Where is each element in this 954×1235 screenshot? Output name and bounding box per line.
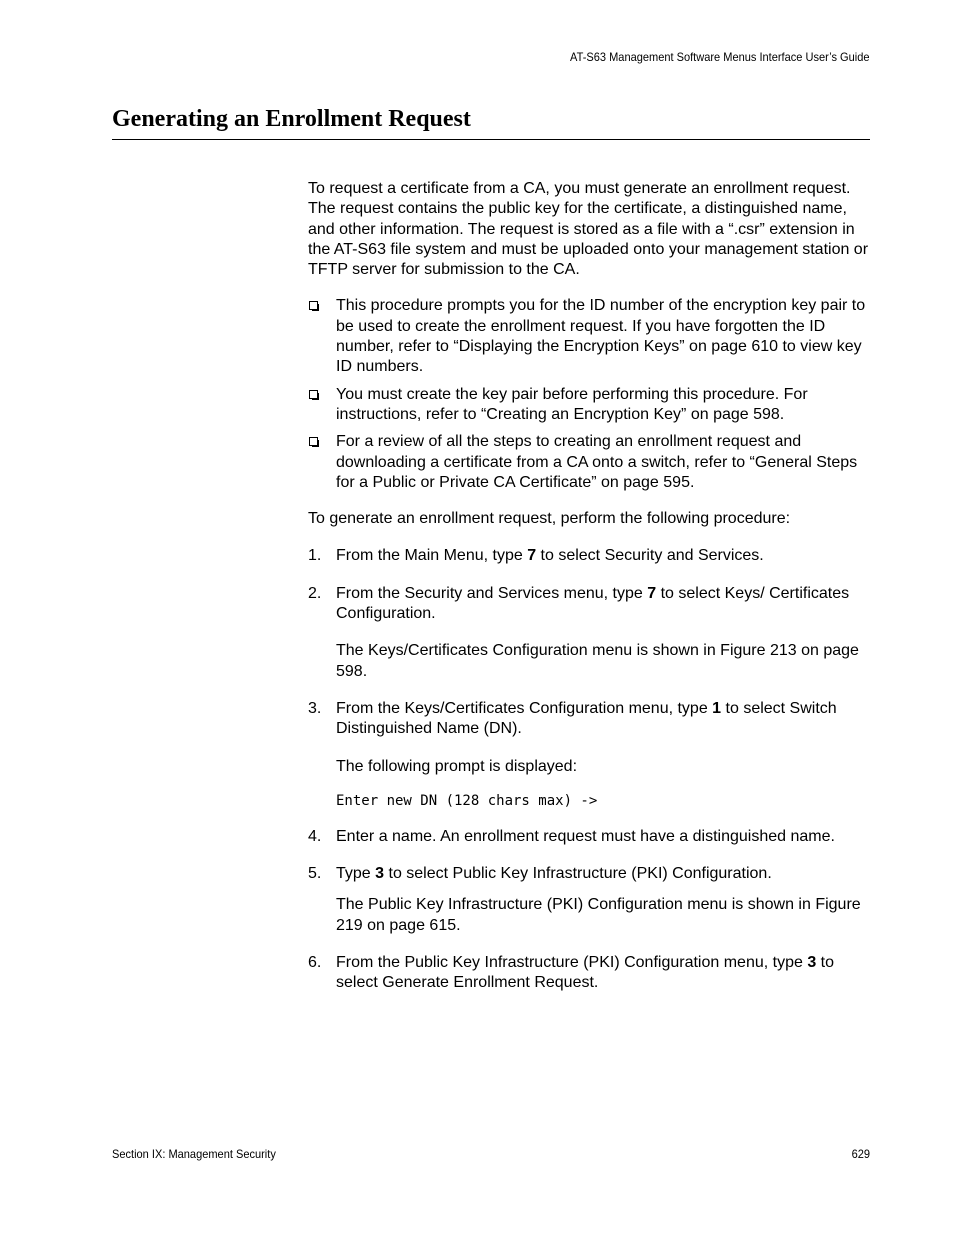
procedure-step [308, 827, 874, 847]
step-key: 1 [712, 699, 722, 717]
step-text-lead: From the Public Key Infrastructure (PKI) Configuration menu, type [336, 954, 808, 972]
procedure-steps [308, 546, 874, 993]
note-text: You must create the key pair before performing this procedure. For instructions, refer to “Creating an Encryption Key” on page 598. [336, 385, 808, 423]
intro-paragraph: To request a certificate from a CA, you must generate an enrollment request. The request contains the public key for the certificate, a distinguished name, and other information. The request is stored as a file with a “.csr” extension in the AT-S63 file system and must be uploaded onto your management station or TFTP server for submission to the CA. [308, 180, 869, 279]
running-header: AT-S63 Management Software Menus Interface User’s Guide [569, 50, 869, 64]
step-text [336, 699, 874, 740]
checkbox-bullet-icon [309, 437, 318, 446]
step-text [336, 546, 874, 566]
note-item [308, 385, 874, 426]
title-rule [112, 139, 870, 140]
note-item [308, 296, 874, 377]
step-text [336, 864, 874, 884]
note-item [308, 432, 874, 493]
step-text-lead: Type [336, 865, 376, 883]
procedure-step [308, 864, 874, 936]
body-column [308, 179, 874, 1011]
step-number: 6. [308, 954, 322, 972]
step-text-tail: to select Switch Distinguished Name (DN). [336, 699, 837, 738]
step-text-lead: From the Main Menu, type [336, 547, 528, 565]
procedure-step [308, 546, 874, 566]
step-text-tail: to select Generate Enrollment Request. [336, 954, 835, 992]
footer-section: Section IX: Management Security [112, 1147, 276, 1161]
step-text-tail: to select Security and Services. [536, 547, 764, 565]
step-text [336, 953, 874, 994]
page-number: 629 [851, 1147, 870, 1161]
step-number: 2. [308, 584, 322, 602]
section-title: Generating an Enrollment Request [112, 106, 471, 132]
step-number: 3. [308, 699, 322, 717]
step-text-lead: From the Keys/Certificates Configuration menu, type [336, 699, 713, 717]
step-note: The Public Key Infrastructure (PKI) Configuration menu is shown in Figure 219 on page 615. [336, 896, 861, 934]
step-text [336, 584, 874, 625]
step-key: 7 [647, 584, 657, 602]
step-text-tail: to select Public Key Infrastructure (PKI) Configuration. [384, 865, 772, 883]
procedure-step [308, 953, 874, 994]
step-note: The Keys/Certificates Configuration menu is shown in Figure 213 on page 598. [336, 642, 859, 680]
step-number: 1. [308, 547, 322, 565]
note-list [308, 296, 874, 493]
procedure-step [308, 699, 874, 810]
note-text: For a review of all the steps to creating an enrollment request and downloading a certificate from a CA onto a switch, refer to “General Steps for a Public or Private CA Certificate” on page 595. [336, 433, 858, 491]
step-key: 3 [807, 954, 817, 972]
console-prompt: Enter new DN (128 chars max) -> [336, 792, 598, 809]
step-text-tail: to select Keys/ Certificates Configuration. [336, 584, 850, 623]
procedure-step [308, 584, 874, 682]
step-number: 5. [308, 865, 322, 883]
step-key: 7 [527, 547, 537, 565]
procedure-lead: To generate an enrollment request, perform the following procedure: [308, 510, 791, 528]
checkbox-bullet-icon [309, 390, 318, 399]
step-note: The following prompt is displayed: [336, 757, 578, 775]
step-text: Enter a name. An enrollment request must have a distinguished name. [336, 827, 835, 845]
step-text-lead: From the Security and Services menu, type [336, 584, 648, 602]
step-key: 3 [375, 865, 385, 883]
checkbox-bullet-icon [309, 301, 318, 310]
note-text: This procedure prompts you for the ID number of the encryption key pair to be used to create the enrollment request. If you have forgotten the ID number, refer to “Displaying the Encryption Keys” on page 610 to view key ID numbers. [336, 297, 866, 376]
step-number: 4. [308, 827, 322, 845]
